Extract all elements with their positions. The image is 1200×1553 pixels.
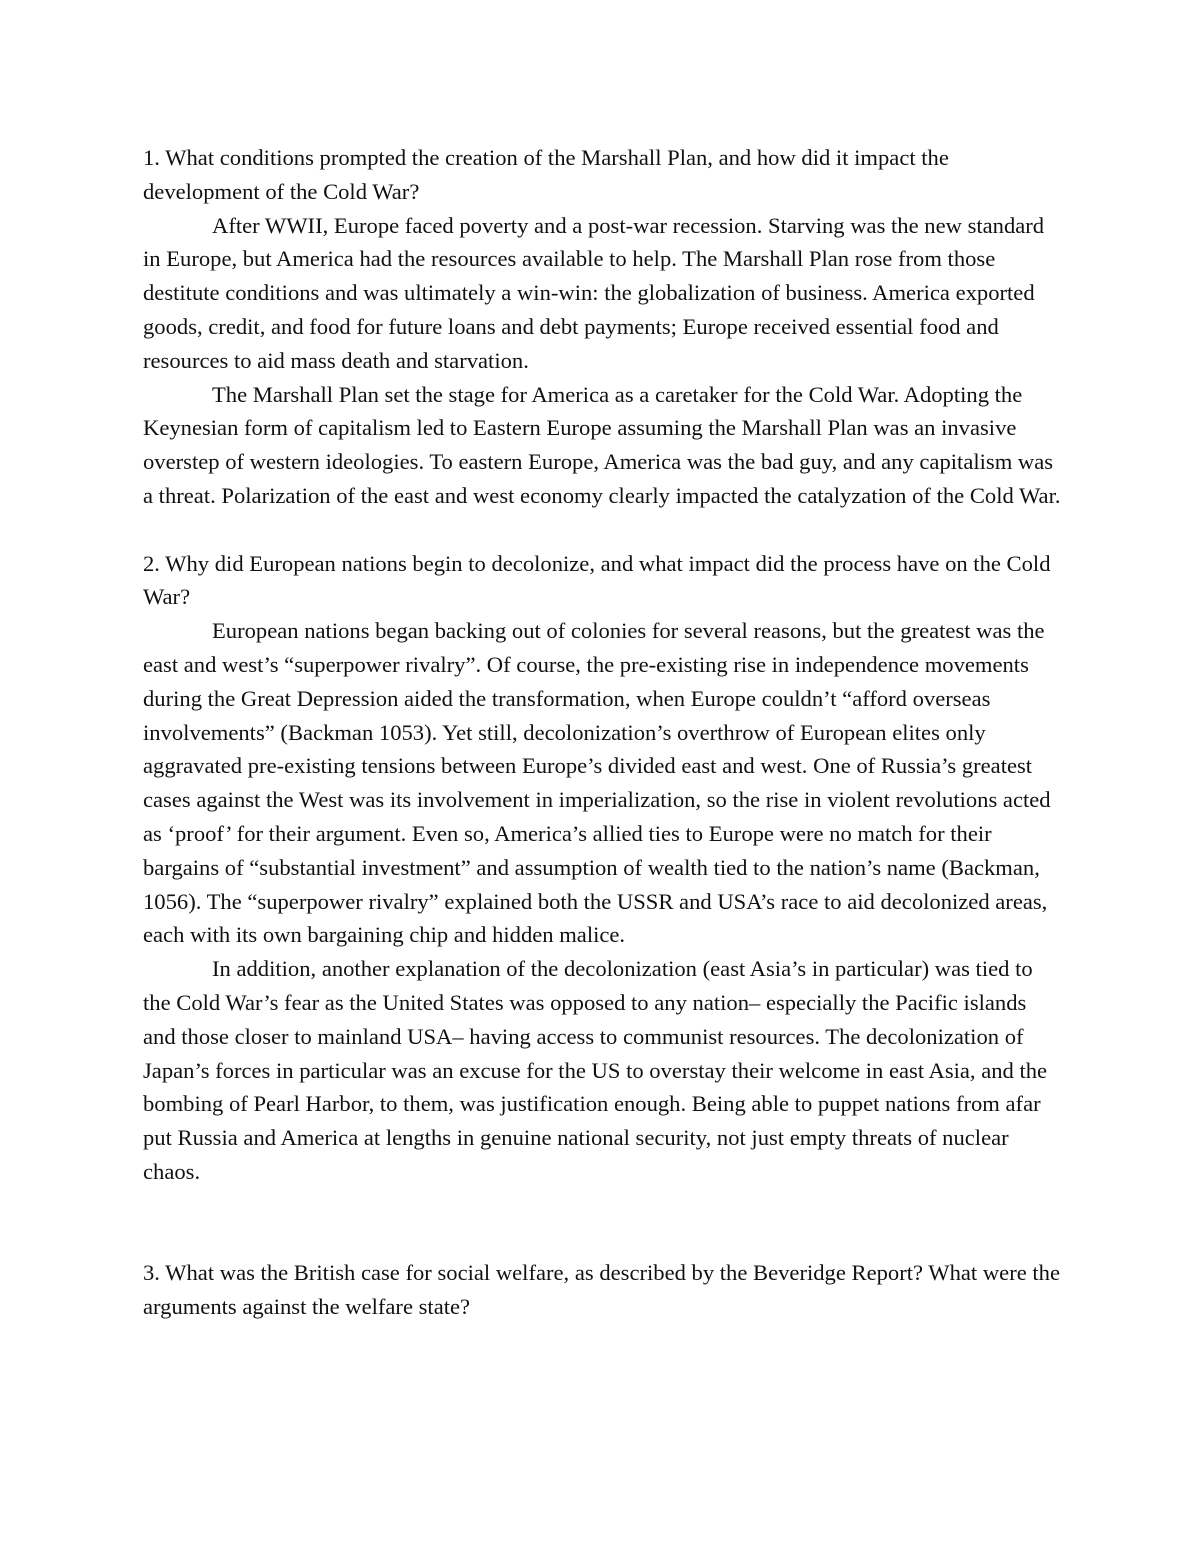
section-spacer [143,1189,1063,1257]
answer-1-paragraph-2: The Marshall Plan set the stage for America as a caretaker for the Cold War. Adopting the Keynesian form of capitalism led to Eastern Europe assuming the Marshall Plan was an invasive overstep of western ideologies. To eastern Europe, America was the bad guy, and any capitalism was a threat. Polarization of the east and west economy clearly impacted the catalyzation of the Cold War. [143,381,1061,508]
section-3 [143,1256,1063,1324]
question-1: 1. What conditions prompted the creation of the Marshall Plan, and how did it impact the development of the Cold War? [143,145,949,204]
answer-1-paragraph-1: After WWII, Europe faced poverty and a post-war recession. Starving was the new standard in Europe, but America had the resources available to help. The Marshall Plan rose from those destitute conditions and was ultimately a win-win: the globalization of business. America exported goods, credit, and food for future loans and debt payments; Europe received essential food and resources to aid mass death and starvation. [143,212,1045,373]
section-spacer [143,513,1063,547]
question-2: 2. Why did European nations begin to decolonize, and what impact did the process have on the Cold War? [143,550,1051,610]
answer-2-paragraph-2: In addition, another explanation of the decolonization (east Asia’s in particular) was tied to the Cold War’s fear as the United States was opposed to any nation– especially the Pacific islands and those closer to mainland USA– having access to communist resources. The decolonization of Japan’s forces in particular was an excuse for the US to overstay their welcome in east Asia, and the bombing of Pearl Harbor, to them, was justification enough. Being able to puppet nations from afar put Russia and America at lengths in genuine national security, not just empty threats of nuclear chaos. [143,956,1048,1184]
document-body [143,141,1063,1324]
section-1 [143,141,1063,513]
section-2 [143,547,1063,1189]
question-3: 3. What was the British case for social welfare, as described by the Beveridge Report? What were the arguments against the welfare state? [143,1260,1061,1320]
answer-2-paragraph-1: European nations began backing out of colonies for several reasons, but the greatest was the east and west’s “superpower rivalry”. Of course, the pre-existing rise in independence movements during the Great Depression aided the transformation, when Europe couldn’t “afford overseas involvements” (Backman 1053). Yet still, decolonization’s overthrow of European elites only aggravated pre-existing tensions between Europe’s divided east and west. One of Russia’s greatest cases against the West was its involvement in imperialization, so the rise in violent revolutions acted as ‘proof’ for their argument. Even so, America’s allied ties to Europe were no match for their bargains of “substantial investment” and assumption of wealth tied to the nation’s name (Backman, 1056). The “superpower rivalry” explained both the USSR and USA’s race to aid decolonized areas, each with its own bargaining chip and hidden malice. [143,618,1051,948]
